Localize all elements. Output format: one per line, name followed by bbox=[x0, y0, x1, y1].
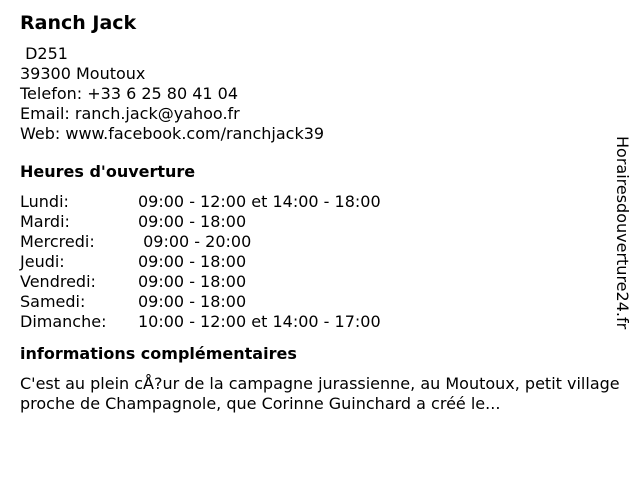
hours-row bbox=[20, 192, 620, 212]
hours-row bbox=[20, 292, 620, 312]
hours-time: 09:00 - 18:00 bbox=[138, 272, 247, 291]
hours-row bbox=[20, 232, 620, 252]
hours-row bbox=[20, 212, 620, 232]
hours-time: 09:00 - 18:00 bbox=[138, 212, 247, 231]
hours-time: 09:00 - 18:00 bbox=[138, 252, 247, 271]
business-listing bbox=[20, 10, 620, 414]
email-text: Email: ranch.jack@yahoo.fr bbox=[20, 104, 240, 123]
hours-table bbox=[20, 192, 620, 332]
hours-day: Dimanche: bbox=[20, 312, 107, 331]
city-address: 39300 Moutoux bbox=[20, 64, 146, 83]
hours-day: Samedi: bbox=[20, 292, 86, 311]
hours-row bbox=[20, 252, 620, 272]
hours-row bbox=[20, 312, 620, 332]
contact-block bbox=[20, 44, 620, 144]
site-watermark: Horairesdouverture24.fr bbox=[613, 136, 632, 330]
hours-time: 09:00 - 12:00 et 14:00 - 18:00 bbox=[138, 192, 381, 211]
hours-time: 09:00 - 18:00 bbox=[138, 292, 247, 311]
hours-day: Lundi: bbox=[20, 192, 69, 211]
description-text: C'est au plein cÅ?ur de la campagne jurassienne, au Moutoux, petit village proche de Champagnole, que Corinne Guinchard a créé le... bbox=[20, 374, 620, 413]
business-name: Ranch Jack bbox=[20, 12, 137, 34]
website-text: Web: www.facebook.com/ranchjack39 bbox=[20, 124, 325, 143]
info-heading: informations complémentaires bbox=[20, 344, 297, 363]
hours-row bbox=[20, 272, 620, 292]
street-address: D251 bbox=[20, 44, 68, 63]
hours-day: Vendredi: bbox=[20, 272, 96, 291]
phone-text: Telefon: +33 6 25 80 41 04 bbox=[20, 84, 239, 103]
hours-heading: Heures d'ouverture bbox=[20, 162, 196, 181]
hours-time: 10:00 - 12:00 et 14:00 - 17:00 bbox=[138, 312, 381, 331]
hours-day: Mercredi: bbox=[20, 232, 95, 251]
hours-day: Mardi: bbox=[20, 212, 70, 231]
hours-day: Jeudi: bbox=[20, 252, 65, 271]
hours-time: 09:00 - 20:00 bbox=[138, 232, 252, 251]
